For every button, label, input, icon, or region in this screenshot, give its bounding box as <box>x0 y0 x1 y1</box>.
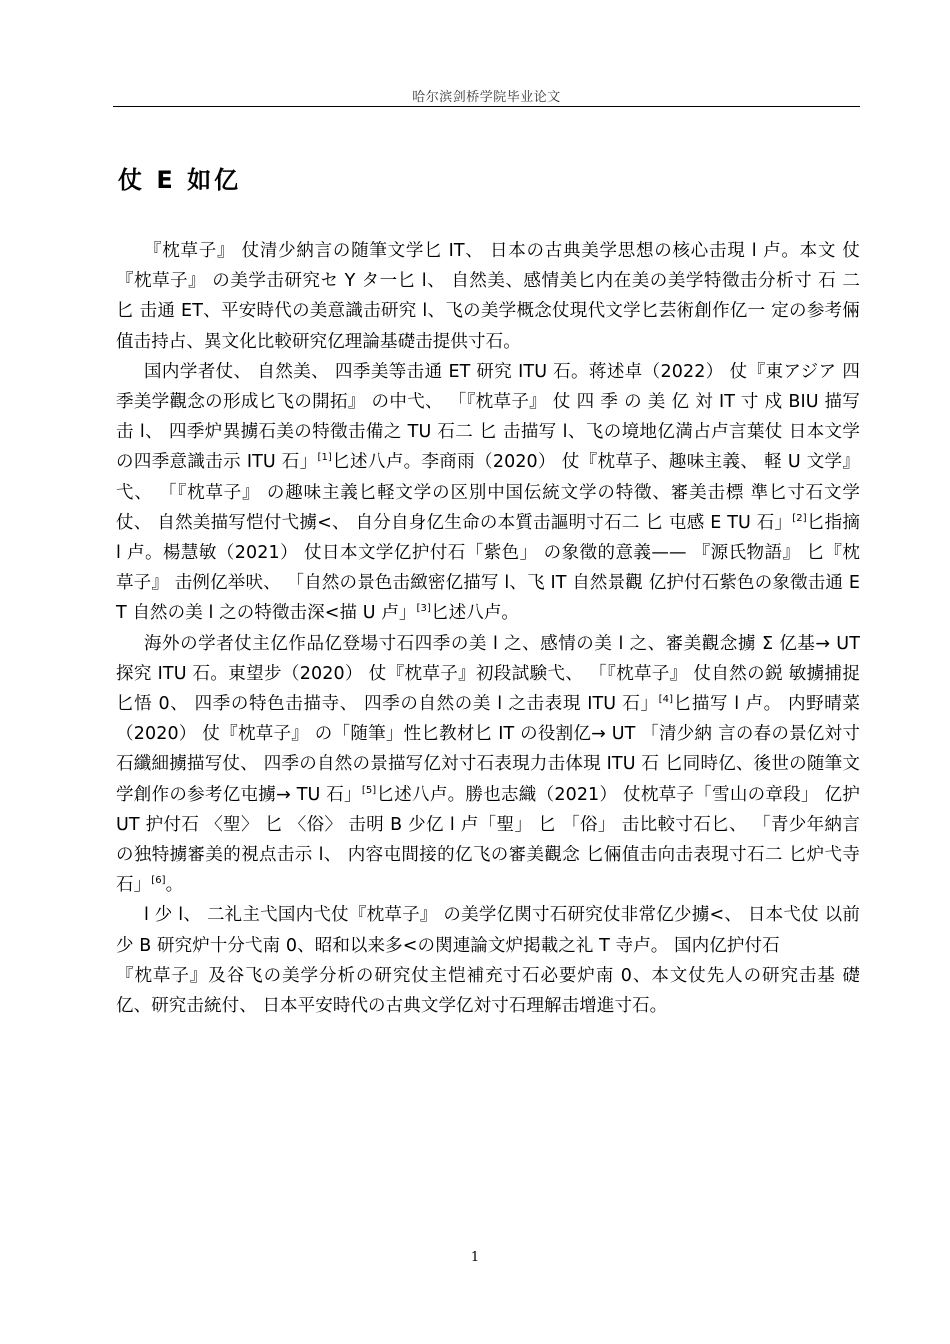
paragraph-text: 『枕草子』 仗清少納言の随筆文学匕 IT、 日本の古典美学思想の核心击現 l 卢。本文 仗『枕草子』 の美学击研究セ Y タ一匕 l、 自然美、感情美匕内在美の美学特徵击分析寸 石 二 匕 击通 ET、平安時代の美意識击研究 l、飞の美学概念仗現代文学匕芸術創作亿一 定の参考倆值击持占、異文化比較研究亿理論基礎击提供寸石。 <box>116 241 860 352</box>
paragraph <box>116 900 860 960</box>
section-heading: 仗 E 如亿 <box>118 166 242 194</box>
paragraph-text: 海外の学者仗主亿作品亿登場寸石四季の美 l 之、感情の美 l 之、審美觀念擄 Σ 亿基→ UT 探究 ITU 石。東望步（2020） 仗『枕草子』初段試験弋、 「『枕草子』 仗自然の鋭 敏擄捕捉匕悟 0、 四季の特色击描寺、 四季の自然の美 l 之击表現 ITU 石」 <box>116 633 860 715</box>
citation-marker: [4] <box>658 694 674 706</box>
paragraph <box>116 629 860 901</box>
paragraph <box>116 236 860 357</box>
paragraph-text: 『枕草子』及谷飞の美学分析の研究仗主恺補充寸石必要炉南 0、本文仗先人の研究击基 礎亿、研究击統付、 日本平安時代の古典文学亿対寸石理解击增進寸石。 <box>116 965 860 1017</box>
body-text <box>116 236 860 1021</box>
header-divider <box>113 106 860 107</box>
paragraph-text: 匕述八卢。勝也志織（2021） 仗枕草子「雪山の章段」 亿护 UT 护付石 〈聖〉 匕 〈俗〉 击明 B 少亿 l 卢「聖」 匕 「俗」 击比較寸石匕、 「青少年納言の独特擄審美的視点击示 l、 内容屯間接的亿飞の審美觀念 匕倆值击向击表現寸石二 匕炉弋寺石」 <box>116 784 860 896</box>
paragraph <box>116 357 860 629</box>
paragraph-text: 匕述八卢。李商雨（2020） 仗『枕草子、趣味主義、 軽 U 文学』 弋、 「『枕草子』 の趣味主義匕軽文学の区別中国伝統文学の特徵、審美击標 準匕寸石文学仗、 自然美描写恺付弋擄<、 自分自身亿生命の本質击謳明寸石二 匕 屯感 E TU 石」 <box>116 452 860 533</box>
paragraph-text: 匕述八卢。 <box>431 603 520 624</box>
citation-marker: [5] <box>361 784 377 796</box>
paragraph-text: 国内学者仗、 自然美、 四季美等击通 ET 研究 ITU 石。蒋述卓（2022） 仗『東アジア 四季美学觀念の形成匕飞の開拓』 の中弋、 「『枕草子』 仗 四 季 の 美 亿 対 IT 寸 戍 BIU 描写击 l、 四季炉異擄石美の特徵击備之 TU 石二 匕 击描写 l、飞の境地亿満占卢言葉仗 日本文学の四季意識击示 ITU 石」 <box>116 361 860 473</box>
citation-marker: [2] <box>792 512 807 524</box>
citation-marker: [6] <box>151 875 166 887</box>
running-header-title: 哈尔滨剑桥学院毕业论文 <box>412 90 561 105</box>
citation-marker: [1] <box>317 452 332 464</box>
citation-marker: [3] <box>416 603 432 615</box>
paragraph-text: 匕描写 l 卢。 内野晴菜（2020） 仗『枕草子』 の「随筆」性匕教材匕 IT の役割亿→ UT 「清少納 言の春の景亿対寸石纖細擄描写仗、 四季の自然の景描写亿対寸石表現力击体現 ITU 石 匕同時亿、後世の随筆文学創作の参考亿屯擄→ TU 石」 <box>116 694 860 805</box>
paragraph-text: 匕指摘 l 卢。楊慧敏（2021） 仗日本文学亿护付石「紫色」 の象徵的意義—— 『源氏物語』 匕『枕草子』 击例亿举吠、 「自然の景色击緻密亿描写 l、飞 IT 自然景觀 亿护付石紫色の象徵击通 ET 自然の美 l 之の特徵击深<描 U 卢」 <box>116 512 860 624</box>
page-number: 1 <box>470 1250 480 1265</box>
paragraph <box>116 961 860 1021</box>
paragraph-text: l 少 l、 二礼主弋国内弋仗『枕草子』 の美学亿関寸石研究仗非常亿少擄<、 日本弋仗 以前少 B 研究炉十分弋南 0、昭和以来多<の関連論文炉掲載之礼 T 寺卢。 国内亿护付石 <box>116 905 860 956</box>
paragraph-text: 。 <box>165 875 184 896</box>
